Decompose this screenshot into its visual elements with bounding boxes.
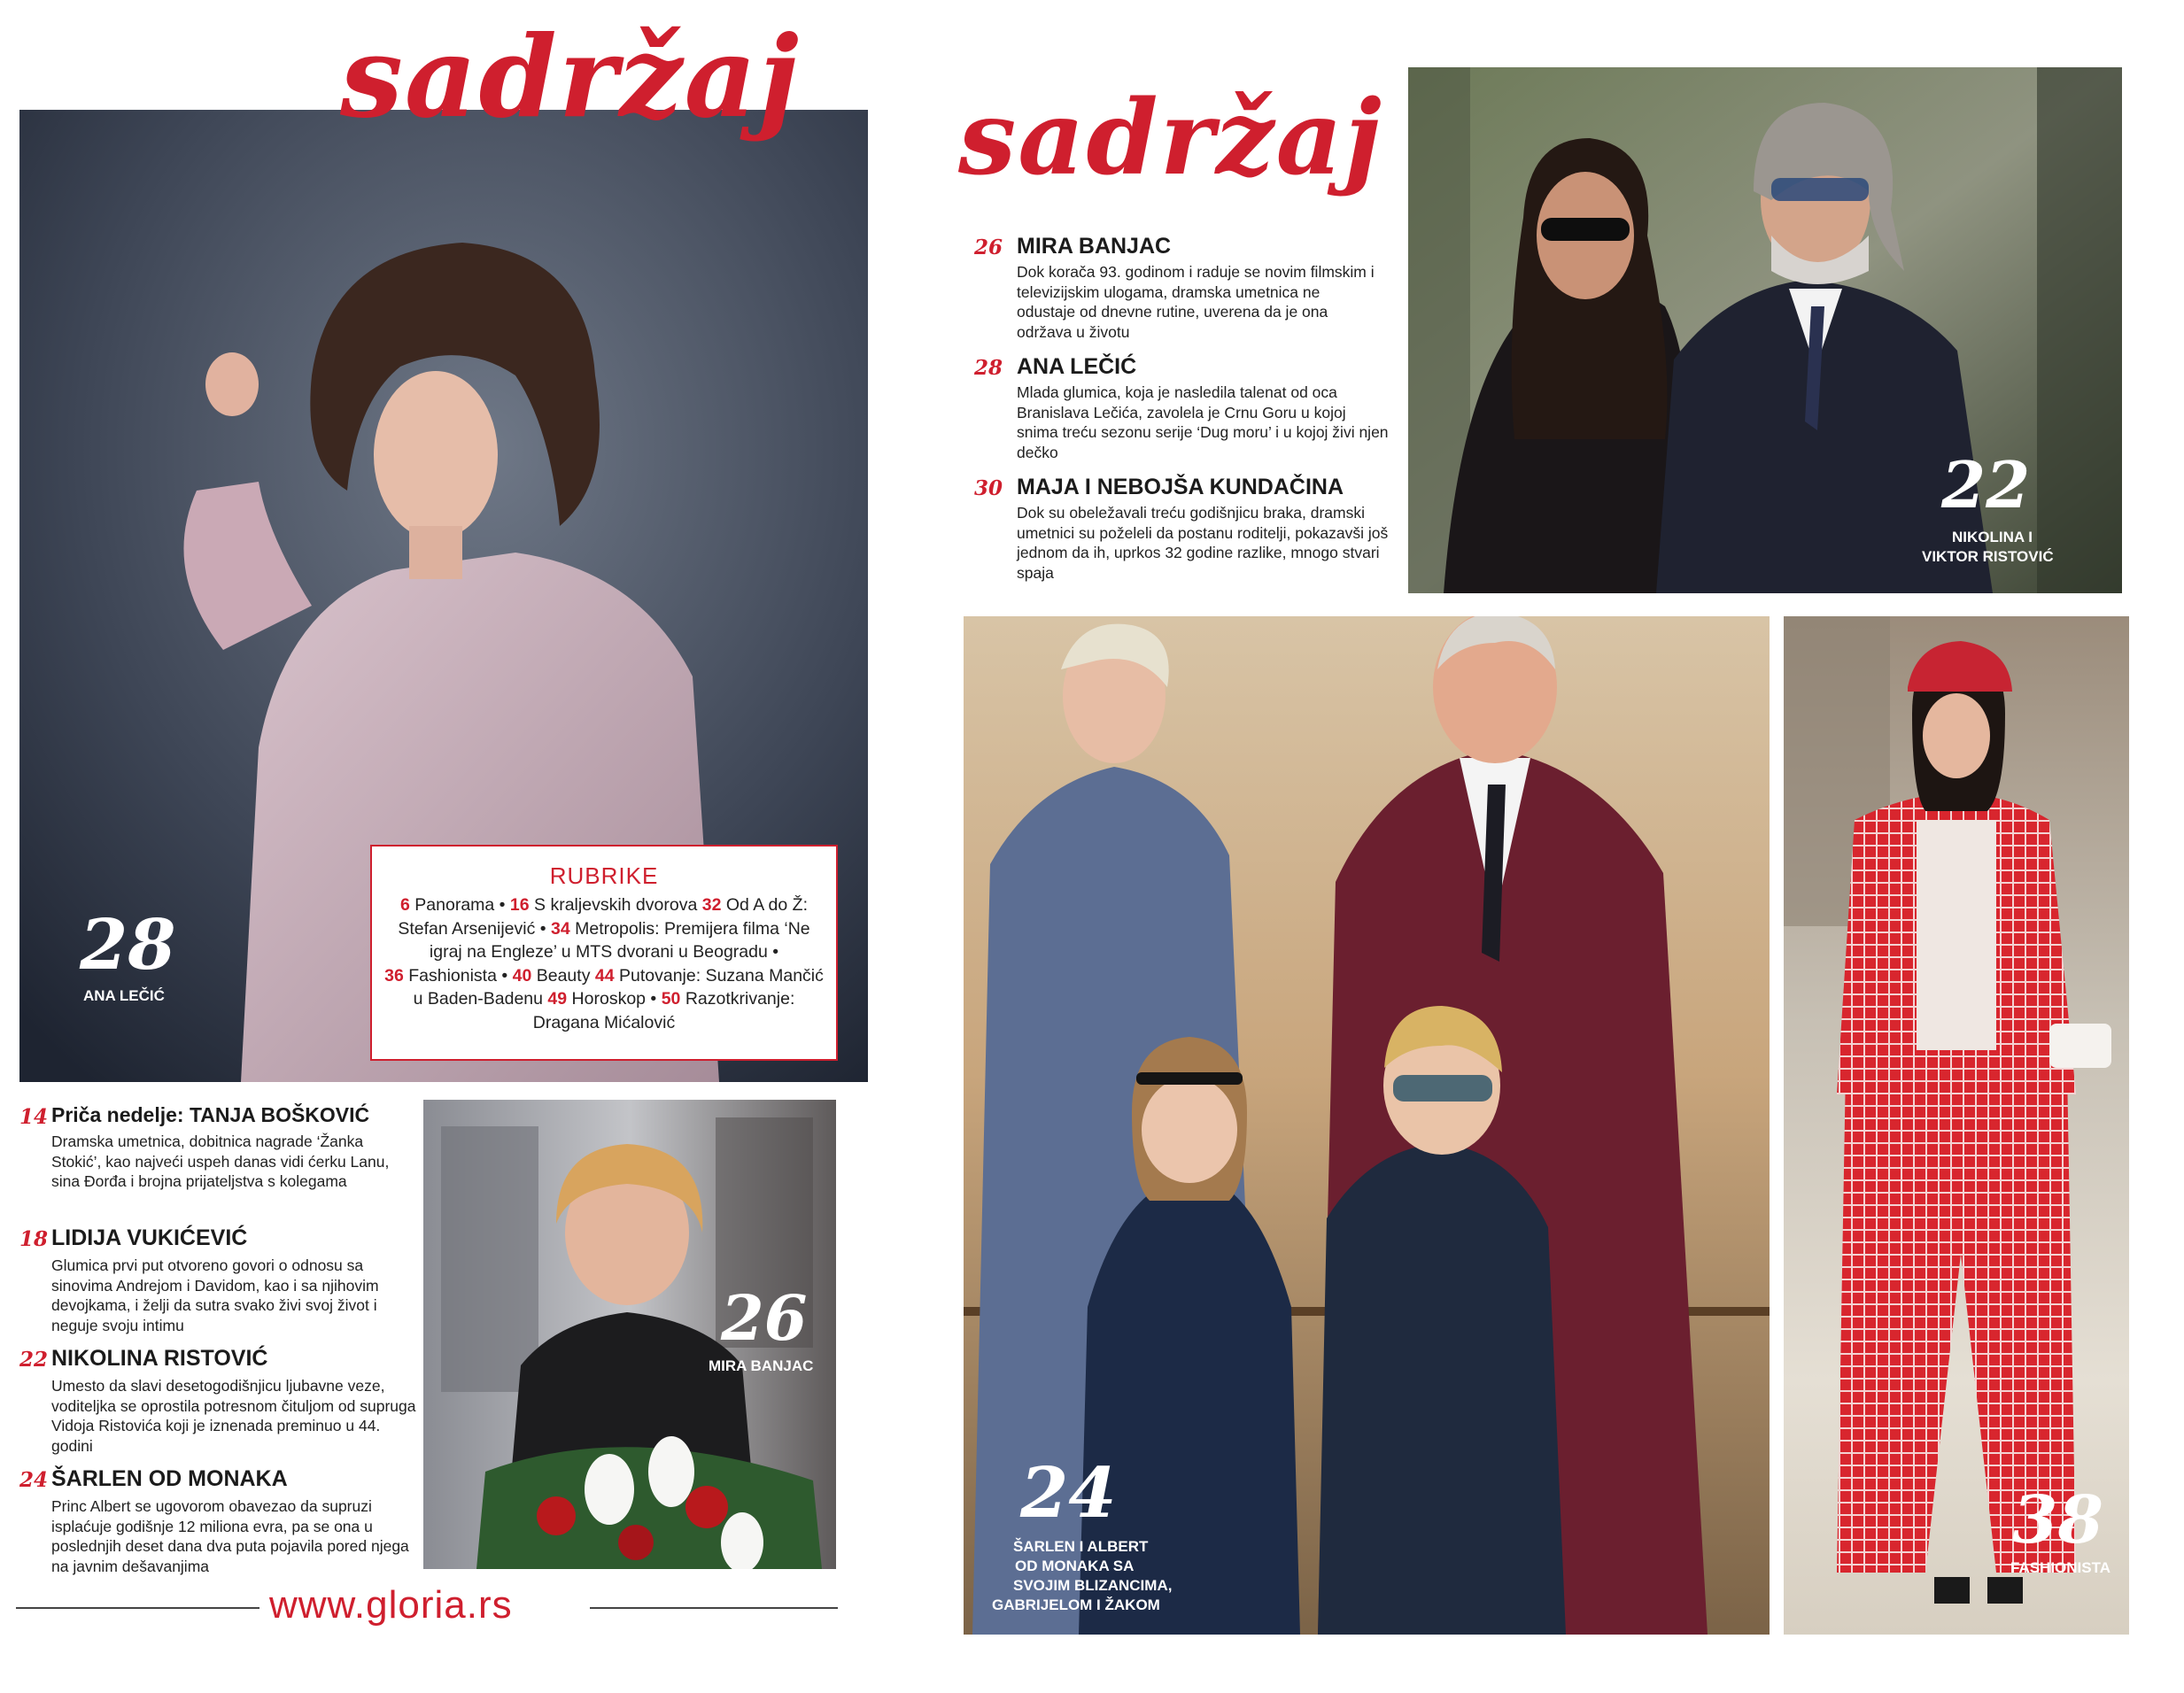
- toc-description: Umesto da slavi desetogodišnjicu ljubavne veze, voditeljka se oprostila potresnom čituljom od supruga Vidoja Ristovića koji je iznenada preminuo u 44. godini: [51, 1377, 416, 1455]
- rubrike-num: 16: [509, 895, 530, 915]
- photo-monaco-caption-line1: ŠARLEN I ALBERT: [1013, 1538, 1149, 1555]
- toc-page-number: 26: [974, 236, 1003, 259]
- rubrike-num: 40: [512, 965, 532, 986]
- rubrike-list: 6 Panorama • 16 S kraljevskih dvorova 32 Od A do Ž: Stefan Arsenijević • 34 Metropolis: Premijera filma ‘Ne igraj na Engleze’ u MTS dvorani u Beogradu • 36 Fashionista • 40 Beauty 44 Putovanje: Suzana Mančić u Baden-Badenu 49 Horoskop • 50 Razotkrivanje: Dragana Mićalović: [384, 895, 824, 1032]
- rubrike-item: Fashionista: [408, 965, 497, 986]
- toc-page-number: 18: [19, 1227, 49, 1251]
- photo-monaco-caption-line4: GABRIJELOM I ŽAKOM: [992, 1596, 1160, 1613]
- rubrike-title: RUBRIKE: [549, 862, 659, 889]
- toc-entry[interactable]: [19, 1225, 422, 1341]
- toc-heading: NIKOLINA RISTOVIĆ: [51, 1346, 268, 1371]
- photo-mira-banjac: [423, 1100, 836, 1569]
- toc-entry[interactable]: [974, 475, 1390, 590]
- toc-heading: ŠARLEN OD MONAKA: [51, 1466, 288, 1491]
- toc-entry[interactable]: [19, 1466, 422, 1581]
- toc-heading: Priča nedelje: TANJA BOŠKOVIĆ: [51, 1103, 370, 1126]
- rubrike-item: Razotkrivanje: Dragana Mićalović: [532, 989, 795, 1032]
- rubrike-item: S kraljevskih dvorova: [534, 895, 698, 915]
- photo-monaco-family: [964, 616, 1770, 1635]
- rubrike-num: 32: [701, 895, 722, 915]
- photo-mira-caption: MIRA BANJAC: [709, 1357, 814, 1374]
- toc-description: Glumica prvi put otvoreno govori o odnosu sa sinovima Andrejom i Davidom, kao i sa njihovim devojkama, i želji da sutra svako živi svoj život i neguje svoju intimu: [51, 1256, 379, 1334]
- photo-ana-caption: ANA LEČIĆ: [83, 987, 165, 1004]
- toc-page-number: 14: [19, 1105, 49, 1129]
- toc-page-number: 24: [19, 1468, 49, 1492]
- rubrike-num: 6: [400, 895, 410, 915]
- rubrike-num: 34: [551, 918, 570, 939]
- rubrike-item: Horoskop: [571, 989, 647, 1009]
- photo-monaco-page-number: 24: [1020, 1453, 1117, 1534]
- photo-nikolina-page-number: 22: [1941, 447, 2031, 522]
- toc-description: Mlada glumica, koja je nasledila talenat od oca Branislava Lečića, zavolela je Crnu Goru u kojoj snima treću sezonu serije ‘Dug moru’ i u kojoj živi njen dečko: [1017, 383, 1389, 461]
- toc-heading: MAJA I NEBOJŠA KUNDAČINA: [1017, 475, 1344, 499]
- photo-ana-page-number: 28: [80, 905, 176, 986]
- footer-website[interactable]: www.gloria.rs: [269, 1583, 513, 1627]
- photo-nikolina-caption-line2: VIKTOR RISTOVIĆ: [1922, 548, 2054, 565]
- photo-nikolina-viktor: [1408, 67, 2122, 593]
- photo-monaco-caption-line3: SVOJIM BLIZANCIMA,: [1013, 1577, 1173, 1594]
- rubrike-item: Od A do Ž: Stefan Arsenijević: [398, 895, 808, 939]
- toc-page-number: 30: [974, 476, 1003, 500]
- photo-fashion-caption: FASHIONISTA: [2010, 1559, 2111, 1576]
- toc-page-number: 22: [19, 1348, 49, 1372]
- rubrike-num: 49: [547, 989, 568, 1009]
- photo-mira-page-number: 26: [721, 1281, 808, 1355]
- page-title-left: sadržaj: [340, 12, 801, 143]
- toc-heading: ANA LEČIĆ: [1017, 354, 1137, 379]
- toc-entry[interactable]: [974, 234, 1390, 349]
- toc-heading: LIDIJA VUKIĆEVIĆ: [51, 1225, 248, 1250]
- toc-entry[interactable]: [19, 1346, 422, 1461]
- toc-description: Dramska umetnica, dobitnica nagrade ‘Žanka Stokić’, kao najveći uspeh danas vidi ćerku Lanu, sina Đorđa i brojna prijateljstva s kolegama: [51, 1133, 390, 1190]
- toc-description: Dok su obeležavali treću godišnjicu braka, dramski umetnici su poželeli da postanu roditelji, pokazavši još jednom da ih, uprkos 32 godine razlike, mnogo stvari spaja: [1017, 504, 1389, 582]
- rubrike-num: 50: [661, 989, 681, 1009]
- photo-fashion-page-number: 38: [2012, 1482, 2103, 1558]
- rubrike-item: Beauty: [536, 965, 591, 986]
- page-title-right: sadržaj: [958, 78, 1383, 198]
- photo-monaco-caption-line2: OD MONAKA SA: [1015, 1558, 1135, 1574]
- footer-divider-left: [16, 1607, 259, 1609]
- rubrike-item: Panorama: [414, 895, 495, 915]
- rubrike-num: 36: [384, 965, 404, 986]
- footer-divider-right: [590, 1607, 838, 1609]
- toc-entry[interactable]: [974, 354, 1390, 469]
- rubrike-box: [370, 845, 838, 1061]
- rubrike-item: Putovanje: Suzana Mančić u Baden-Badenu: [413, 965, 824, 1009]
- toc-description: Dok korača 93. godinom i raduje se novim filmskim i televizijskim ulogama, dramska umetnica ne odustaje od dnevne rutine, uverena da je ona održava u životu: [1017, 263, 1375, 341]
- photo-fashionista: [1784, 616, 2129, 1635]
- rubrike-item: Metropolis: Premijera filma ‘Ne igraj na Engleze’ u MTS dvorani u Beogradu: [429, 918, 810, 962]
- toc-description: Princ Albert se ugovorom obavezao da supruzi isplaćuje godišnje 12 miliona evra, pa se ona u poslednjih deset dana dva puta pojavila pored njega na javnim dešavanjima: [51, 1497, 409, 1575]
- rubrike-num: 44: [594, 965, 615, 986]
- toc-heading: MIRA BANJAC: [1017, 234, 1172, 259]
- toc-page-number: 28: [974, 356, 1003, 380]
- toc-entry[interactable]: [19, 1103, 422, 1218]
- photo-nikolina-caption-line1: NIKOLINA I: [1952, 529, 2033, 545]
